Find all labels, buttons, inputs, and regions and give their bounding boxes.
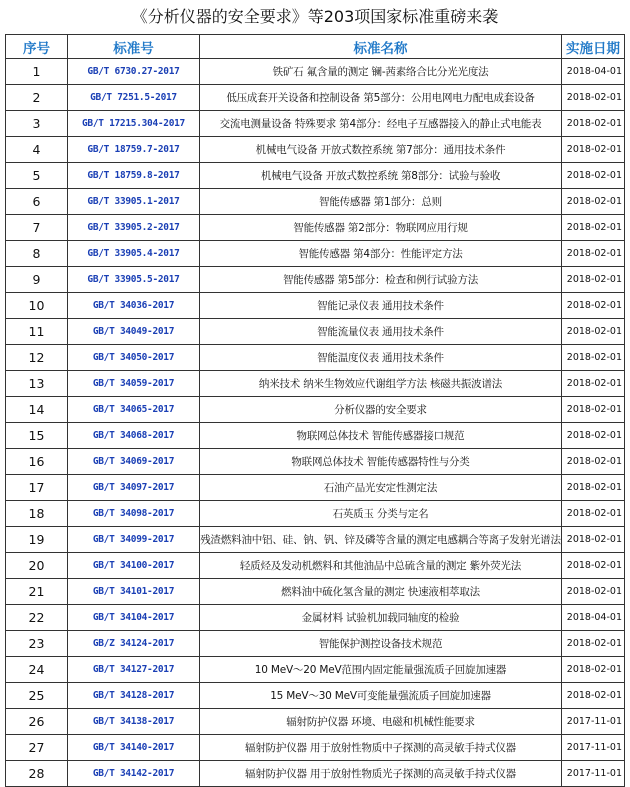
- row-number: 14: [6, 397, 68, 423]
- row-number: 24: [6, 657, 68, 683]
- header-name: 标准名称: [200, 35, 562, 59]
- row-number: 16: [6, 449, 68, 475]
- standard-name: 15 MeV～30 MeV可变能量强流质子回旋加速器: [200, 683, 562, 709]
- table-row: [6, 579, 625, 605]
- effective-date: 2018-02-01: [562, 319, 625, 345]
- effective-date: 2018-02-01: [562, 527, 625, 553]
- standard-code: GB/T 34049-2017: [68, 319, 200, 345]
- effective-date: 2018-02-01: [562, 449, 625, 475]
- standard-code: GB/T 34104-2017: [68, 605, 200, 631]
- row-number: 4: [6, 137, 68, 163]
- standard-name: 智能记录仪表 通用技术条件: [200, 293, 562, 319]
- row-number: 25: [6, 683, 68, 709]
- row-number: 12: [6, 345, 68, 371]
- effective-date: 2018-02-01: [562, 657, 625, 683]
- table-row: [6, 735, 625, 761]
- standard-name: 石油产品光安定性测定法: [200, 475, 562, 501]
- standard-name: 智能传感器 第1部分：总则: [200, 189, 562, 215]
- standard-name: 智能传感器 第4部分：性能评定方法: [200, 241, 562, 267]
- table-row: [6, 267, 625, 293]
- standard-name: 低压成套开关设备和控制设备 第5部分：公用电网电力配电成套设备: [200, 85, 562, 111]
- effective-date: 2018-02-01: [562, 241, 625, 267]
- standard-name: 智能温度仪表 通用技术条件: [200, 345, 562, 371]
- standard-name: 轻质烃及发动机燃料和其他油品中总硫含量的测定 紫外荧光法: [200, 553, 562, 579]
- standard-name: 智能传感器 第5部分：检查和例行试验方法: [200, 267, 562, 293]
- header-code: 标准号: [68, 35, 200, 59]
- standard-name: 智能保护测控设备技术规范: [200, 631, 562, 657]
- standard-code: GB/T 6730.27-2017: [68, 59, 200, 85]
- table-row: [6, 449, 625, 475]
- effective-date: 2018-04-01: [562, 59, 625, 85]
- standard-code: GB/T 34140-2017: [68, 735, 200, 761]
- table-row: [6, 501, 625, 527]
- row-number: 22: [6, 605, 68, 631]
- row-number: 11: [6, 319, 68, 345]
- effective-date: 2017-11-01: [562, 735, 625, 761]
- standard-code: GB/T 34101-2017: [68, 579, 200, 605]
- effective-date: 2018-02-01: [562, 85, 625, 111]
- effective-date: 2018-02-01: [562, 579, 625, 605]
- standard-name: 智能流量仪表 通用技术条件: [200, 319, 562, 345]
- standard-code: GB/T 34138-2017: [68, 709, 200, 735]
- row-number: 3: [6, 111, 68, 137]
- table-header-row: [6, 35, 625, 59]
- table-row: [6, 527, 625, 553]
- effective-date: 2018-02-01: [562, 111, 625, 137]
- row-number: 8: [6, 241, 68, 267]
- page-title: 《分析仪器的安全要求》等203项国家标准重磅来袭: [131, 7, 499, 26]
- standard-code: GB/T 17215.304-2017: [68, 111, 200, 137]
- standard-code: GB/T 34098-2017: [68, 501, 200, 527]
- row-number: 2: [6, 85, 68, 111]
- standard-name: 铁矿石 氟含量的测定 镧-茜素络合比分光光度法: [200, 59, 562, 85]
- standard-name: 物联网总体技术 智能传感器特性与分类: [200, 449, 562, 475]
- standard-name: 机械电气设备 开放式数控系统 第7部分：通用技术条件: [200, 137, 562, 163]
- row-number: 18: [6, 501, 68, 527]
- effective-date: 2018-02-01: [562, 345, 625, 371]
- effective-date: 2018-02-01: [562, 501, 625, 527]
- row-number: 7: [6, 215, 68, 241]
- standard-name: 辐射防护仪器 用于放射性物质光子探测的高灵敏手持式仪器: [200, 761, 562, 787]
- standard-name: 石英质玉 分类与定名: [200, 501, 562, 527]
- standard-code: GB/T 7251.5-2017: [68, 85, 200, 111]
- standard-code: GB/T 34069-2017: [68, 449, 200, 475]
- standard-code: GB/T 34059-2017: [68, 371, 200, 397]
- effective-date: 2018-02-01: [562, 475, 625, 501]
- standards-table: [5, 34, 625, 787]
- standard-code: GB/T 34100-2017: [68, 553, 200, 579]
- table-row: [6, 553, 625, 579]
- standard-code: GB/T 34128-2017: [68, 683, 200, 709]
- table-row: [6, 241, 625, 267]
- table-row: [6, 189, 625, 215]
- row-number: 10: [6, 293, 68, 319]
- header-no: 序号: [6, 35, 68, 59]
- standard-name: 10 MeV～20 MeV范围内固定能量强流质子回旋加速器: [200, 657, 562, 683]
- header-date: 实施日期: [562, 35, 625, 59]
- row-number: 5: [6, 163, 68, 189]
- row-number: 20: [6, 553, 68, 579]
- table-row: [6, 605, 625, 631]
- table-row: [6, 371, 625, 397]
- standard-code: GB/T 34099-2017: [68, 527, 200, 553]
- effective-date: 2018-02-01: [562, 137, 625, 163]
- table-row: [6, 423, 625, 449]
- row-number: 9: [6, 267, 68, 293]
- effective-date: 2018-02-01: [562, 553, 625, 579]
- row-number: 27: [6, 735, 68, 761]
- effective-date: 2018-02-01: [562, 267, 625, 293]
- standard-code: GB/T 34050-2017: [68, 345, 200, 371]
- row-number: 1: [6, 59, 68, 85]
- effective-date: 2018-02-01: [562, 683, 625, 709]
- table-row: [6, 709, 625, 735]
- standard-name: 分析仪器的安全要求: [200, 397, 562, 423]
- standard-code: GB/T 18759.7-2017: [68, 137, 200, 163]
- standard-name: 辐射防护仪器 用于放射性物质中子探测的高灵敏手持式仪器: [200, 735, 562, 761]
- effective-date: 2018-02-01: [562, 189, 625, 215]
- effective-date: 2017-11-01: [562, 761, 625, 787]
- table-row: [6, 215, 625, 241]
- standard-code: GB/Z 34124-2017: [68, 631, 200, 657]
- table-row: [6, 345, 625, 371]
- table-row: [6, 111, 625, 137]
- standard-code: GB/T 34036-2017: [68, 293, 200, 319]
- table-row: [6, 163, 625, 189]
- standard-name: 交流电测量设备 特殊要求 第4部分：经电子互感器接入的静止式电能表: [200, 111, 562, 137]
- table-row: [6, 397, 625, 423]
- table-row: [6, 657, 625, 683]
- row-number: 28: [6, 761, 68, 787]
- effective-date: 2018-04-01: [562, 605, 625, 631]
- row-number: 6: [6, 189, 68, 215]
- standard-code: GB/T 33905.4-2017: [68, 241, 200, 267]
- standard-code: GB/T 33905.2-2017: [68, 215, 200, 241]
- effective-date: 2018-02-01: [562, 215, 625, 241]
- effective-date: 2018-02-01: [562, 631, 625, 657]
- standard-code: GB/T 34068-2017: [68, 423, 200, 449]
- table-row: [6, 683, 625, 709]
- row-number: 23: [6, 631, 68, 657]
- standard-code: GB/T 33905.1-2017: [68, 189, 200, 215]
- table-row: [6, 85, 625, 111]
- table-row: [6, 137, 625, 163]
- standard-code: GB/T 34127-2017: [68, 657, 200, 683]
- standard-name: 机械电气设备 开放式数控系统 第8部分：试验与验收: [200, 163, 562, 189]
- standard-name: 金属材料 试验机加载同轴度的检验: [200, 605, 562, 631]
- row-number: 19: [6, 527, 68, 553]
- row-number: 17: [6, 475, 68, 501]
- standard-name: 残渣燃料油中铝、硅、钠、钒、锌及磷等含量的测定电感耦合等离子发射光谱法: [200, 527, 562, 553]
- standard-name: 辐射防护仪器 环境、电磁和机械性能要求: [200, 709, 562, 735]
- row-number: 21: [6, 579, 68, 605]
- effective-date: 2017-11-01: [562, 709, 625, 735]
- standard-code: GB/T 34142-2017: [68, 761, 200, 787]
- standard-code: GB/T 34065-2017: [68, 397, 200, 423]
- standard-name: 智能传感器 第2部分：物联网应用行规: [200, 215, 562, 241]
- standard-code: GB/T 34097-2017: [68, 475, 200, 501]
- table-row: [6, 293, 625, 319]
- effective-date: 2018-02-01: [562, 293, 625, 319]
- table-row: [6, 319, 625, 345]
- table-row: [6, 631, 625, 657]
- effective-date: 2018-02-01: [562, 163, 625, 189]
- effective-date: 2018-02-01: [562, 423, 625, 449]
- row-number: 13: [6, 371, 68, 397]
- standard-code: GB/T 33905.5-2017: [68, 267, 200, 293]
- effective-date: 2018-02-01: [562, 371, 625, 397]
- standard-name: 燃料油中硫化氢含量的测定 快速液相萃取法: [200, 579, 562, 605]
- effective-date: 2018-02-01: [562, 397, 625, 423]
- table-row: [6, 761, 625, 787]
- table-row: [6, 475, 625, 501]
- table-row: [6, 59, 625, 85]
- row-number: 15: [6, 423, 68, 449]
- standard-code: GB/T 18759.8-2017: [68, 163, 200, 189]
- standard-name: 纳米技术 纳米生物效应代谢组学方法 核磁共振波谱法: [200, 371, 562, 397]
- standard-name: 物联网总体技术 智能传感器接口规范: [200, 423, 562, 449]
- table-body: [6, 59, 625, 787]
- row-number: 26: [6, 709, 68, 735]
